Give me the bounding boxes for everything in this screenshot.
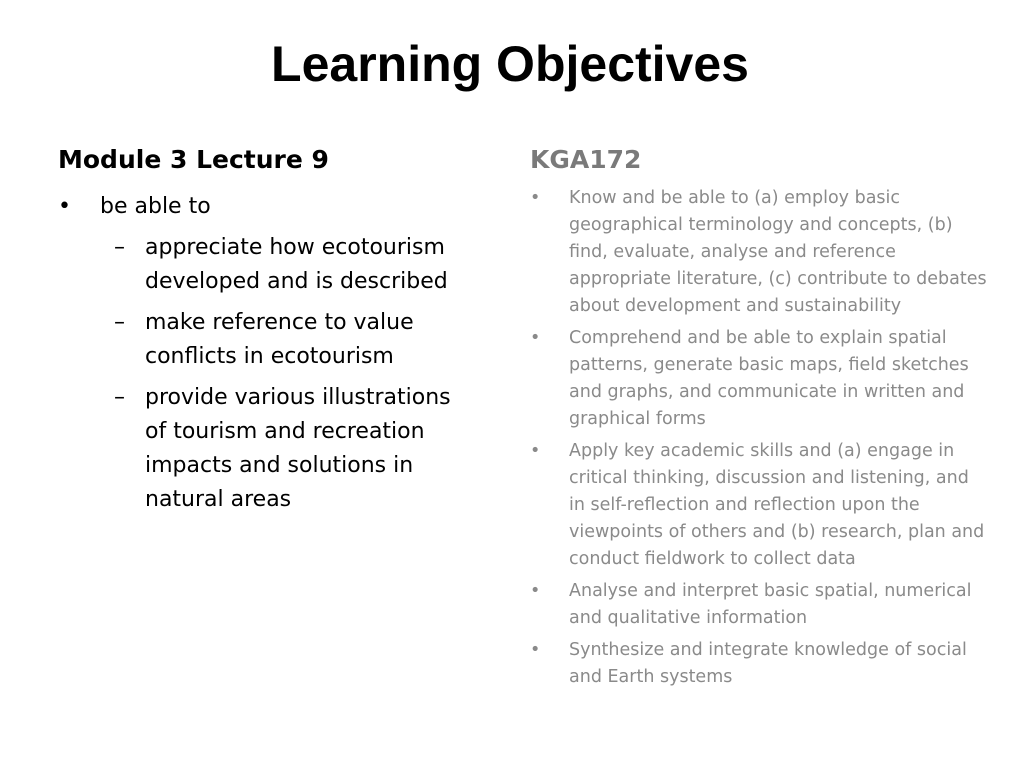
objectives-list — [530, 185, 990, 691]
objective-item — [530, 325, 990, 433]
objective-text: Comprehend and be able to explain spatial patterns, generate basic maps, field sketches and graphs, and communicate in written and graphical forms — [569, 328, 969, 429]
left-column-heading: Module 3 Lecture 9 — [58, 145, 329, 174]
objective-item — [530, 185, 990, 320]
list-item — [58, 381, 478, 517]
list-item — [58, 306, 478, 374]
objective-item — [530, 438, 990, 573]
list-item-intro — [58, 190, 478, 224]
bullet-icon: • — [530, 441, 541, 461]
dash-icon: – — [114, 235, 125, 260]
dash-icon: – — [114, 310, 125, 335]
bullet-icon: • — [530, 188, 541, 208]
intro-text: be able to — [100, 194, 211, 219]
slide-title: Learning Objectives — [271, 36, 749, 92]
bullet-icon: • — [530, 640, 541, 660]
left-column — [58, 140, 478, 517]
list-item — [58, 231, 478, 299]
list-item-text: appreciate how ecotourism developed and is described — [145, 235, 448, 294]
dash-icon: – — [114, 385, 125, 410]
objective-text: Know and be able to (a) employ basic geographical terminology and concepts, (b) find, evaluate, analyse and reference appropriate literature, (c) contribute to debates about development and sustainability — [569, 188, 987, 316]
objective-item — [530, 637, 990, 691]
bullet-icon: • — [530, 328, 541, 348]
list-item-text: provide various illustrations of tourism and recreation impacts and solutions in natural areas — [145, 385, 451, 512]
right-column-heading: KGA172 — [530, 145, 642, 174]
right-column — [530, 140, 990, 691]
objective-text: Analyse and interpret basic spatial, numerical and qualitative information — [569, 581, 972, 628]
bullet-icon: • — [530, 581, 541, 601]
objective-text: Synthesize and integrate knowledge of social and Earth systems — [569, 640, 967, 687]
list-item-text: make reference to value conflicts in ecotourism — [145, 310, 414, 369]
bullet-icon: • — [58, 194, 71, 219]
left-bullet-list — [58, 190, 478, 517]
objective-item — [530, 578, 990, 632]
objective-text: Apply key academic skills and (a) engage in critical thinking, discussion and listening, and in self-reflection and reflection upon the viewpoints of others and (b) research, plan and conduct fieldwork to collect data — [569, 441, 985, 569]
